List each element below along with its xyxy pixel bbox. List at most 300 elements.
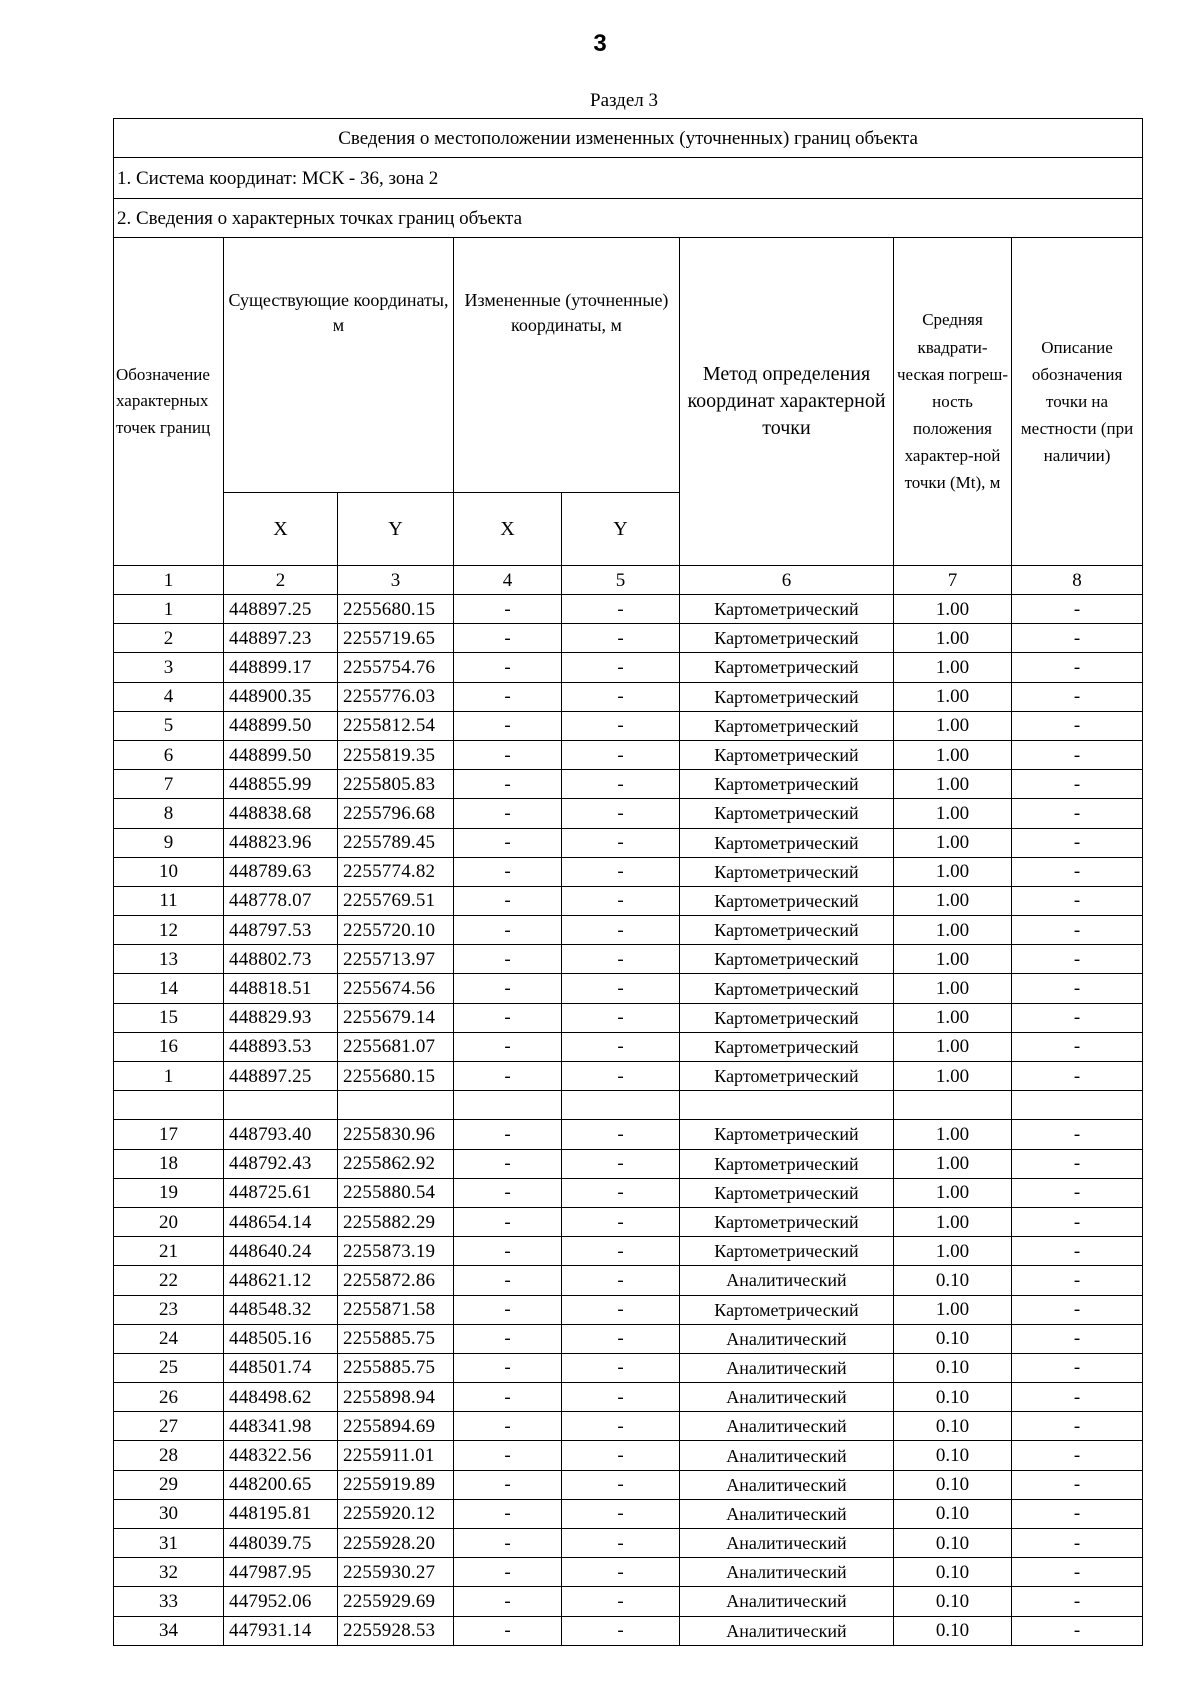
method-cell: Картометрический [680,1295,894,1324]
description-cell: - [1012,1529,1143,1558]
mean-error-cell: 1.00 [894,711,1012,740]
existing-x-cell: 448893.53 [224,1032,338,1061]
mean-error-cell: 1.00 [894,740,1012,769]
existing-y-cell: 2255871.58 [338,1295,454,1324]
existing-y-cell: 2255894.69 [338,1412,454,1441]
changed-x-cell: - [454,945,562,974]
description-cell: - [1012,1178,1143,1207]
existing-y-cell: 2255929.69 [338,1587,454,1616]
table-row [114,1470,1143,1499]
point-id-cell: 4 [114,682,224,711]
description-cell: - [1012,1383,1143,1412]
point-id-cell: 31 [114,1529,224,1558]
method-cell: Аналитический [680,1353,894,1382]
description-cell: - [1012,770,1143,799]
section-label: Раздел 3 [590,90,658,111]
header-changed-coordinates: Измененные (уточненные) координаты, м [454,238,680,493]
point-id-cell: 18 [114,1149,224,1178]
method-cell: Картометрический [680,595,894,624]
description-cell: - [1012,1470,1143,1499]
changed-x-cell: - [454,1616,562,1645]
method-cell: Картометрический [680,974,894,1003]
table-row [114,828,1143,857]
changed-x-cell: - [454,1470,562,1499]
table-row [114,740,1143,769]
existing-x-cell: 448501.74 [224,1353,338,1382]
table-row [114,1587,1143,1616]
point-id-cell: 11 [114,886,224,915]
existing-y-cell: 2255919.89 [338,1470,454,1499]
method-cell: Аналитический [680,1616,894,1645]
point-id-cell: 12 [114,916,224,945]
mean-error-cell: 1.00 [894,682,1012,711]
column-number: 5 [562,566,680,595]
method-cell: Картометрический [680,1062,894,1091]
mean-error-cell: 1.00 [894,1178,1012,1207]
changed-y-cell: - [562,886,680,915]
existing-x-cell: 448792.43 [224,1149,338,1178]
description-cell: - [1012,1149,1143,1178]
existing-y-cell: 2255911.01 [338,1441,454,1470]
coordinate-system: 1. Система координат: МСК - 36, зона 2 [114,158,1143,199]
method-cell: Картометрический [680,886,894,915]
table-row [114,916,1143,945]
description-cell: - [1012,1120,1143,1149]
mean-error-cell: 0.10 [894,1266,1012,1295]
table-row [114,653,1143,682]
changed-x-cell: - [454,1558,562,1587]
changed-x-cell: - [454,886,562,915]
column-number: 2 [224,566,338,595]
mean-error-cell: 1.00 [894,1062,1012,1091]
header-description: Описание обозначения точки на местности (при наличии) [1012,238,1143,566]
changed-x-cell [454,1091,562,1120]
mean-error-cell: 1.00 [894,1207,1012,1236]
existing-x-cell: 448797.53 [224,916,338,945]
mean-error-cell: 0.10 [894,1616,1012,1645]
table-row [114,945,1143,974]
mean-error-cell: 1.00 [894,857,1012,886]
method-cell: Картометрический [680,945,894,974]
header-changed-x: X [454,493,562,566]
point-id-cell: 32 [114,1558,224,1587]
description-cell: - [1012,886,1143,915]
method-cell: Картометрический [680,1237,894,1266]
existing-y-cell: 2255928.20 [338,1529,454,1558]
table-row [114,799,1143,828]
table-row [114,682,1143,711]
description-cell: - [1012,1353,1143,1382]
point-id-cell: 5 [114,711,224,740]
existing-y-cell: 2255819.35 [338,740,454,769]
point-id-cell: 22 [114,1266,224,1295]
changed-y-cell: - [562,1616,680,1645]
table-row [114,1412,1143,1441]
mean-error-cell: 0.10 [894,1587,1012,1616]
mean-error-cell: 0.10 [894,1558,1012,1587]
point-id-cell: 33 [114,1587,224,1616]
point-id-cell: 27 [114,1412,224,1441]
method-cell: Картометрический [680,1032,894,1061]
changed-x-cell: - [454,1207,562,1236]
point-id-cell: 15 [114,1003,224,1032]
table-row [114,1499,1143,1528]
existing-y-cell: 2255805.83 [338,770,454,799]
mean-error-cell: 1.00 [894,886,1012,915]
existing-x-cell: 448195.81 [224,1499,338,1528]
existing-x-cell: 448793.40 [224,1120,338,1149]
existing-x-cell: 448322.56 [224,1441,338,1470]
existing-x-cell: 448039.75 [224,1529,338,1558]
existing-x-cell: 448621.12 [224,1266,338,1295]
existing-y-cell: 2255882.29 [338,1207,454,1236]
description-cell: - [1012,916,1143,945]
table-row [114,624,1143,653]
existing-x-cell: 448900.35 [224,682,338,711]
mean-error-cell: 1.00 [894,828,1012,857]
mean-error-cell: 1.00 [894,916,1012,945]
changed-y-cell: - [562,799,680,828]
existing-y-cell: 2255830.96 [338,1120,454,1149]
changed-x-cell: - [454,1499,562,1528]
method-cell: Аналитический [680,1558,894,1587]
header-method: Метод определения координат характерной точки [680,238,894,566]
method-cell: Аналитический [680,1529,894,1558]
table-title: Сведения о местоположении измененных (уточненных) границ объекта [114,119,1143,158]
description-cell: - [1012,711,1143,740]
changed-y-cell: - [562,1207,680,1236]
column-number: 3 [338,566,454,595]
mean-error-cell: 0.10 [894,1383,1012,1412]
existing-y-cell: 2255872.86 [338,1266,454,1295]
changed-y-cell: - [562,1499,680,1528]
changed-y-cell: - [562,1353,680,1382]
changed-y-cell: - [562,1062,680,1091]
mean-error-cell: 1.00 [894,770,1012,799]
existing-x-cell: 448789.63 [224,857,338,886]
mean-error-cell: 1.00 [894,624,1012,653]
existing-x-cell: 448200.65 [224,1470,338,1499]
existing-x-cell: 448897.23 [224,624,338,653]
changed-y-cell: - [562,1529,680,1558]
changed-y-cell: - [562,1441,680,1470]
changed-y-cell: - [562,682,680,711]
changed-x-cell: - [454,1149,562,1178]
table-row [114,1003,1143,1032]
description-cell: - [1012,595,1143,624]
existing-y-cell: 2255774.82 [338,857,454,886]
existing-x-cell: 448899.17 [224,653,338,682]
changed-y-cell: - [562,653,680,682]
existing-y-cell: 2255679.14 [338,1003,454,1032]
changed-y-cell: - [562,1178,680,1207]
table-row [114,1529,1143,1558]
existing-y-cell: 2255719.65 [338,624,454,653]
description-cell: - [1012,1295,1143,1324]
header-existing-x: X [224,493,338,566]
changed-x-cell: - [454,857,562,886]
point-id-cell: 9 [114,828,224,857]
method-cell: Картометрический [680,1003,894,1032]
changed-y-cell: - [562,770,680,799]
table-row [114,1178,1143,1207]
mean-error-cell: 1.00 [894,595,1012,624]
method-cell: Аналитический [680,1383,894,1412]
point-id-cell: 2 [114,624,224,653]
changed-y-cell: - [562,711,680,740]
description-cell: - [1012,828,1143,857]
point-id-cell: 34 [114,1616,224,1645]
changed-y-cell: - [562,1295,680,1324]
description-cell: - [1012,1324,1143,1353]
existing-x-cell: 448897.25 [224,1062,338,1091]
mean-error-cell: 1.00 [894,653,1012,682]
table-row [114,1062,1143,1091]
description-cell: - [1012,1499,1143,1528]
method-cell: Аналитический [680,1441,894,1470]
description-cell: - [1012,1266,1143,1295]
table-row [114,770,1143,799]
existing-x-cell: 448498.62 [224,1383,338,1412]
existing-y-cell: 2255680.15 [338,595,454,624]
existing-y-cell: 2255769.51 [338,886,454,915]
mean-error-cell: 1.00 [894,1237,1012,1266]
table-row [114,711,1143,740]
point-id-cell: 1 [114,1062,224,1091]
point-id-cell: 25 [114,1353,224,1382]
changed-x-cell: - [454,1353,562,1382]
header-mean-error: Средняя квадрати-ческая погреш-ность положения характер-ной точки (Mt), м [894,238,1012,566]
description-cell: - [1012,974,1143,1003]
column-number: 8 [1012,566,1143,595]
existing-y-cell [338,1091,454,1120]
changed-y-cell: - [562,1032,680,1061]
changed-x-cell: - [454,1003,562,1032]
method-cell [680,1091,894,1120]
table-row [114,974,1143,1003]
method-cell: Аналитический [680,1412,894,1441]
changed-y-cell: - [562,595,680,624]
mean-error-cell: 1.00 [894,1120,1012,1149]
existing-x-cell: 447987.95 [224,1558,338,1587]
existing-y-cell: 2255920.12 [338,1499,454,1528]
method-cell: Картометрический [680,740,894,769]
changed-x-cell: - [454,624,562,653]
table-row [114,1091,1143,1120]
existing-y-cell: 2255930.27 [338,1558,454,1587]
column-number: 6 [680,566,894,595]
description-cell: - [1012,740,1143,769]
changed-y-cell: - [562,828,680,857]
table-row [114,1295,1143,1324]
point-id-cell: 1 [114,595,224,624]
table-row [114,1558,1143,1587]
existing-y-cell: 2255880.54 [338,1178,454,1207]
description-cell: - [1012,945,1143,974]
description-cell: - [1012,653,1143,682]
mean-error-cell: 0.10 [894,1412,1012,1441]
table-row [114,595,1143,624]
method-cell: Картометрический [680,828,894,857]
changed-y-cell: - [562,1324,680,1353]
existing-y-cell: 2255898.94 [338,1383,454,1412]
description-cell: - [1012,1441,1143,1470]
changed-y-cell: - [562,974,680,1003]
changed-x-cell: - [454,1237,562,1266]
point-id-cell: 26 [114,1383,224,1412]
changed-x-cell: - [454,653,562,682]
changed-x-cell: - [454,1324,562,1353]
description-cell: - [1012,1237,1143,1266]
existing-x-cell: 448899.50 [224,740,338,769]
changed-y-cell: - [562,945,680,974]
existing-x-cell: 448505.16 [224,1324,338,1353]
point-id-cell: 7 [114,770,224,799]
mean-error-cell: 1.00 [894,1003,1012,1032]
changed-x-cell: - [454,1178,562,1207]
point-id-cell: 28 [114,1441,224,1470]
description-cell: - [1012,624,1143,653]
table-row [114,1266,1143,1295]
point-id-cell: 14 [114,974,224,1003]
method-cell: Картометрический [680,770,894,799]
existing-x-cell: 447952.06 [224,1587,338,1616]
boundary-points-table [113,118,1143,1646]
method-cell: Картометрический [680,1178,894,1207]
description-cell: - [1012,1616,1143,1645]
existing-y-cell: 2255885.75 [338,1353,454,1382]
existing-x-cell: 448829.93 [224,1003,338,1032]
changed-x-cell: - [454,770,562,799]
existing-x-cell: 448818.51 [224,974,338,1003]
existing-y-cell: 2255796.68 [338,799,454,828]
description-cell: - [1012,682,1143,711]
existing-x-cell: 448725.61 [224,1178,338,1207]
method-cell: Картометрический [680,857,894,886]
table-row [114,1149,1143,1178]
existing-y-cell: 2255873.19 [338,1237,454,1266]
changed-y-cell [562,1091,680,1120]
method-cell: Аналитический [680,1587,894,1616]
method-cell: Картометрический [680,1120,894,1149]
changed-x-cell: - [454,1412,562,1441]
changed-y-cell: - [562,1412,680,1441]
mean-error-cell: 0.10 [894,1353,1012,1382]
existing-x-cell: 448823.96 [224,828,338,857]
mean-error-cell: 1.00 [894,1295,1012,1324]
point-id-cell: 29 [114,1470,224,1499]
column-numbers-row [114,566,1143,595]
changed-y-cell: - [562,1587,680,1616]
point-id-cell: 19 [114,1178,224,1207]
existing-y-cell: 2255862.92 [338,1149,454,1178]
point-id-cell: 23 [114,1295,224,1324]
method-cell: Картометрический [680,682,894,711]
changed-x-cell: - [454,1295,562,1324]
method-cell: Аналитический [680,1470,894,1499]
point-id-cell: 21 [114,1237,224,1266]
method-cell: Картометрический [680,916,894,945]
description-cell: - [1012,1558,1143,1587]
changed-x-cell: - [454,1062,562,1091]
changed-x-cell: - [454,974,562,1003]
mean-error-cell [894,1091,1012,1120]
point-id-cell: 30 [114,1499,224,1528]
mean-error-cell: 1.00 [894,799,1012,828]
mean-error-cell: 1.00 [894,1032,1012,1061]
method-cell: Аналитический [680,1324,894,1353]
header-changed-y: Y [562,493,680,566]
mean-error-cell: 0.10 [894,1499,1012,1528]
header-existing-y: Y [338,493,454,566]
existing-y-cell: 2255812.54 [338,711,454,740]
changed-x-cell: - [454,916,562,945]
table-row [114,1120,1143,1149]
existing-y-cell: 2255681.07 [338,1032,454,1061]
existing-y-cell: 2255674.56 [338,974,454,1003]
existing-x-cell [224,1091,338,1120]
changed-x-cell: - [454,595,562,624]
column-number: 4 [454,566,562,595]
table-row [114,1616,1143,1645]
point-id-cell: 3 [114,653,224,682]
table-row [114,1032,1143,1061]
method-cell: Картометрический [680,711,894,740]
changed-y-cell: - [562,1383,680,1412]
description-cell: - [1012,1412,1143,1441]
existing-x-cell: 448341.98 [224,1412,338,1441]
table-row [114,1237,1143,1266]
description-cell: - [1012,1207,1143,1236]
changed-y-cell: - [562,1149,680,1178]
description-cell: - [1012,799,1143,828]
changed-x-cell: - [454,828,562,857]
existing-y-cell: 2255720.10 [338,916,454,945]
point-id-cell: 13 [114,945,224,974]
method-cell: Картометрический [680,653,894,682]
changed-x-cell: - [454,682,562,711]
existing-y-cell: 2255776.03 [338,682,454,711]
changed-x-cell: - [454,1383,562,1412]
existing-x-cell: 448802.73 [224,945,338,974]
point-id-cell: 24 [114,1324,224,1353]
changed-x-cell: - [454,1032,562,1061]
description-cell: - [1012,1003,1143,1032]
point-id-cell: 10 [114,857,224,886]
method-cell: Картометрический [680,799,894,828]
changed-x-cell: - [454,799,562,828]
column-number: 7 [894,566,1012,595]
header-designation: Обозначение характерных точек границ [114,238,224,566]
existing-y-cell: 2255680.15 [338,1062,454,1091]
changed-y-cell: - [562,1120,680,1149]
method-cell: Аналитический [680,1499,894,1528]
changed-y-cell: - [562,740,680,769]
existing-x-cell: 448548.32 [224,1295,338,1324]
existing-y-cell: 2255713.97 [338,945,454,974]
changed-y-cell: - [562,1237,680,1266]
point-id-cell: 8 [114,799,224,828]
mean-error-cell: 1.00 [894,974,1012,1003]
changed-y-cell: - [562,1558,680,1587]
existing-x-cell: 448855.99 [224,770,338,799]
point-id-cell: 6 [114,740,224,769]
changed-y-cell: - [562,1470,680,1499]
table-row [114,886,1143,915]
changed-y-cell: - [562,1266,680,1295]
changed-x-cell: - [454,1266,562,1295]
table-row [114,1383,1143,1412]
